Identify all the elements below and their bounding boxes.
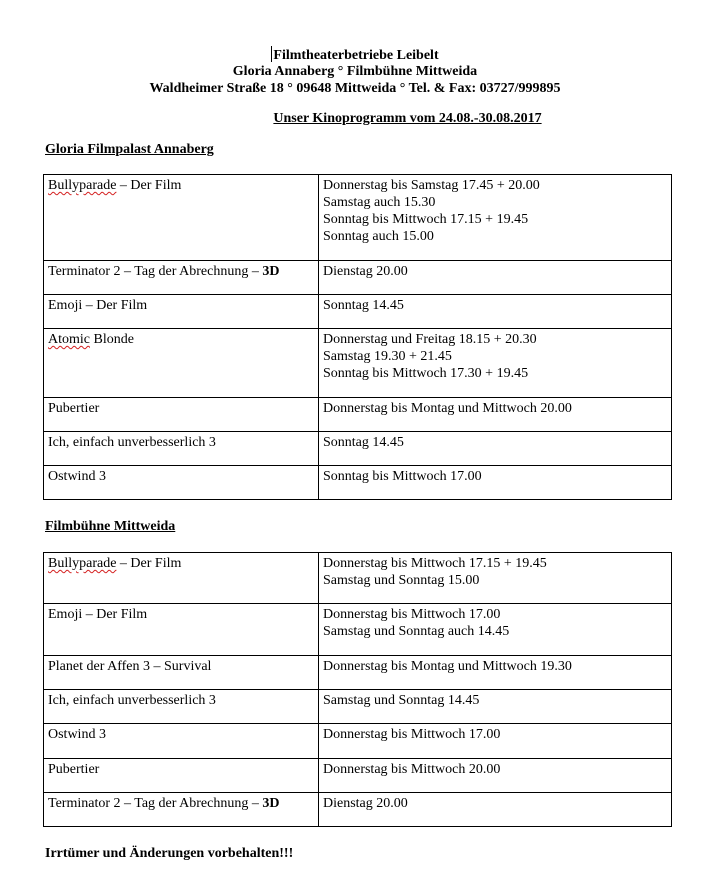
table-row <box>44 690 672 724</box>
film-title-cell: Ich, einfach unverbesserlich 3 <box>44 690 319 724</box>
table-row <box>44 261 672 295</box>
showtime-line: Sonntag bis Mittwoch 17.30 + 19.45 <box>323 366 529 381</box>
table-row <box>44 724 672 759</box>
disclaimer: Irrtümer und Änderungen vorbehalten!!! <box>45 846 294 861</box>
film-title-cell: Atomic Blonde <box>44 329 319 398</box>
film-title-cell: Bullyparade – Der Film <box>44 175 319 261</box>
film-title-cell: Pubertier <box>44 398 319 432</box>
showtimes-cell <box>319 724 672 759</box>
showtime-line: Dienstag 20.00 <box>323 796 408 811</box>
table-row <box>44 432 672 466</box>
film-title-cell: Pubertier <box>44 759 319 793</box>
showtime-line: Donnerstag bis Mittwoch 17.00 <box>323 607 501 622</box>
showtime-line: Sonntag bis Mittwoch 17.15 + 19.45 <box>323 212 529 227</box>
showtime-line: Dienstag 20.00 <box>323 264 408 279</box>
showtime-line: Donnerstag bis Montag und Mittwoch 20.00 <box>323 401 572 416</box>
section-title-mittweida: Filmbühne Mittweida <box>45 519 176 534</box>
table-row <box>44 759 672 793</box>
format-label: 3D <box>262 796 280 811</box>
format-label: 3D <box>262 264 280 279</box>
film-title-cell: Ich, einfach unverbesserlich 3 <box>44 432 319 466</box>
showtime-line: Donnerstag und Freitag 18.15 + 20.30 <box>323 332 537 347</box>
showtimes-cell <box>319 175 672 261</box>
spellcheck-word: Bullyparade <box>48 178 117 193</box>
table-row <box>44 604 672 656</box>
table-row <box>44 553 672 604</box>
showtime-line: Donnerstag bis Samstag 17.45 + 20.00 <box>323 178 540 193</box>
showtimes-cell <box>319 759 672 793</box>
showtimes-cell <box>319 329 672 398</box>
film-title-cell: Bullyparade – Der Film <box>44 553 319 604</box>
film-title-cell: Terminator 2 – Tag der Abrechnung – 3D <box>44 261 319 295</box>
table-row <box>44 793 672 827</box>
film-title-cell: Emoji – Der Film <box>44 604 319 656</box>
showtimes-cell <box>319 604 672 656</box>
schedule-table-annaberg <box>43 174 672 500</box>
showtimes-cell <box>319 398 672 432</box>
table-row <box>44 295 672 329</box>
showtimes-cell <box>319 793 672 827</box>
showtime-line: Donnerstag bis Mittwoch 17.00 <box>323 727 501 742</box>
table-row <box>44 175 672 261</box>
film-title-cell: Terminator 2 – Tag der Abrechnung – 3D <box>44 793 319 827</box>
showtime-line: Samstag und Sonntag 14.45 <box>323 693 480 708</box>
film-title-cell: Ostwind 3 <box>44 724 319 759</box>
table-row <box>44 398 672 432</box>
showtime-line: Sonntag 14.45 <box>323 298 404 313</box>
film-title-cell: Emoji – Der Film <box>44 295 319 329</box>
showtimes-cell <box>319 261 672 295</box>
showtime-line: Donnerstag bis Mittwoch 17.15 + 19.45 <box>323 556 547 571</box>
showtime-line: Donnerstag bis Montag und Mittwoch 19.30 <box>323 659 572 674</box>
showtime-line: Samstag auch 15.30 <box>323 195 436 210</box>
showtime-line: Samstag und Sonntag 15.00 <box>323 573 480 588</box>
address-line: Waldheimer Straße 18 ° 09648 Mittweida ° Tel. & Fax: 03727/999895 <box>149 81 561 96</box>
film-title-cell: Planet der Affen 3 – Survival <box>44 656 319 690</box>
showtime-line: Samstag und Sonntag auch 14.45 <box>323 624 510 639</box>
spellcheck-word: Bullyparade <box>48 556 117 571</box>
table-row <box>44 466 672 500</box>
showtime-line: Samstag 19.30 + 21.45 <box>323 349 452 364</box>
cinema-names: Gloria Annaberg ° Filmbühne Mittweida <box>232 64 478 79</box>
company-name <box>0 46 710 64</box>
showtime-line: Sonntag bis Mittwoch 17.00 <box>323 469 482 484</box>
showtime-line: Sonntag auch 15.00 <box>323 229 434 244</box>
showtimes-cell <box>319 553 672 604</box>
spellcheck-word: Atomic <box>48 332 90 347</box>
table-row <box>44 656 672 690</box>
showtimes-cell <box>319 432 672 466</box>
company-name-text: Filmtheaterbetriebe Leibelt <box>273 48 439 63</box>
showtime-line: Donnerstag bis Mittwoch 20.00 <box>323 762 501 777</box>
showtimes-cell <box>319 466 672 500</box>
program-title: Unser Kinoprogramm vom 24.08.-30.08.2017 <box>273 111 542 126</box>
showtimes-cell <box>319 656 672 690</box>
film-title-cell: Ostwind 3 <box>44 466 319 500</box>
showtimes-cell <box>319 295 672 329</box>
showtimes-cell <box>319 690 672 724</box>
table-row <box>44 329 672 398</box>
section-title-annaberg: Gloria Filmpalast Annaberg <box>45 142 214 157</box>
schedule-table-mittweida <box>43 552 672 827</box>
showtime-line: Sonntag 14.45 <box>323 435 404 450</box>
